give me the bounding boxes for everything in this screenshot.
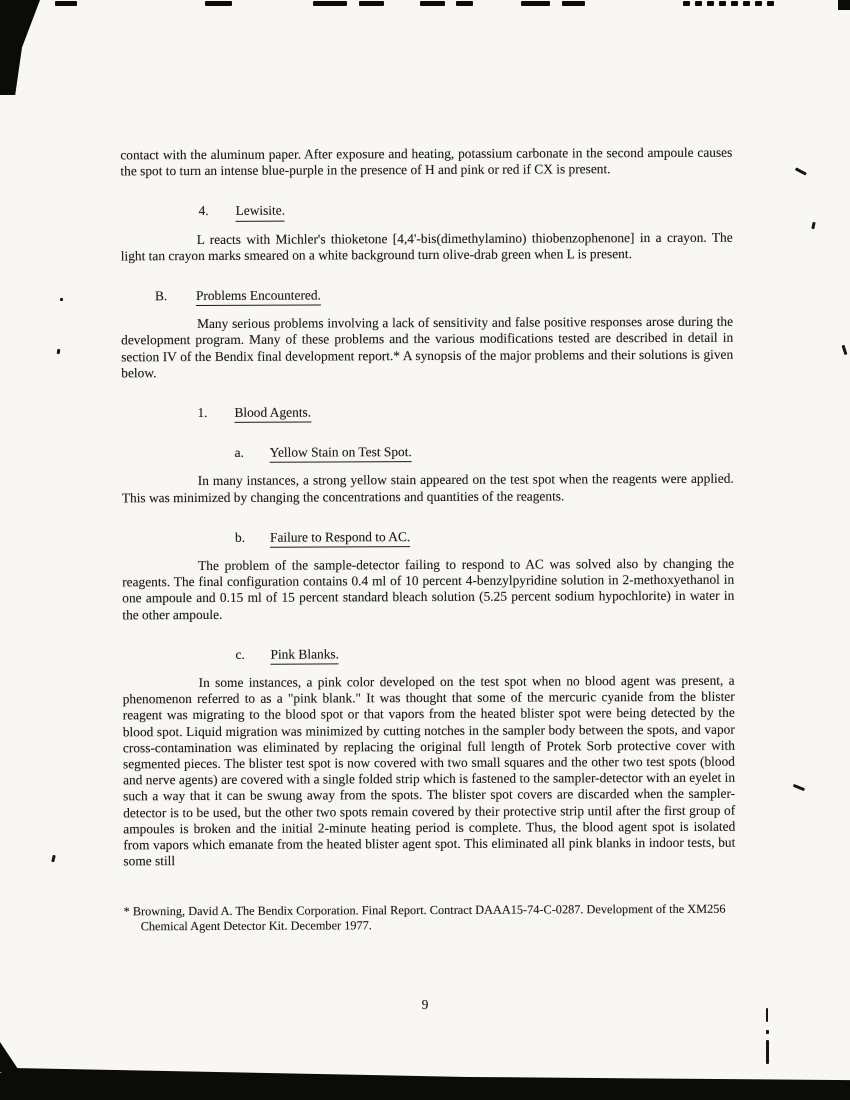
page-content <box>120 145 735 935</box>
heading-number: 4. <box>198 203 209 219</box>
scan-artifact-dot-dash <box>731 1 738 6</box>
paragraph-lewisite: L reacts with Michler's thioketone [4,4'-bis(dimethylamino) thiobenzophenone] in a crayon. The light tan crayon marks smeared on a white background turn olive-drab green when L is present. <box>120 229 733 264</box>
scan-artifact-dot-dash <box>719 1 726 6</box>
scan-artifact-dash <box>205 1 232 6</box>
heading-title: Problems Encountered. <box>196 287 321 306</box>
paragraph-pink-blanks: In some instances, a pink color developed on the test spot when no blood agent was present, a phenomenon referred to as a "pink blank." It was thought that some of the mercuric cyanide from the blister reagent was migrating to the blood spot or that vapors from the heated blister spot were being detected by the blood spot. Liquid migration was minimized by cutting notches in the sampler body between the spots, and vapor cross-contamination was eliminated by replacing the original full length of Protek Sorb protective cover with segmented pieces. The blister test spot is now covered with two small squares and the other two test spots (blood and nerve agents) are covered with a single folded strip which is fastened to the sampler-detector with an eyelet in such a way that it can be swung away from the spots. The blister spot covers are discarded when the sampler-detector is to be used, but the other two spots remain covered by their protective strip until after the first group of ampoules is broken and the initial 2-minute heating period is complete. Thus, the blood agent spot is isolated from vapors which emanate from the heated blister agent spot. This eliminated all pink blanks in indoor tests, but some still <box>122 672 736 869</box>
scan-artifact-speck <box>60 298 63 301</box>
heading-number: B. <box>154 288 168 304</box>
scan-artifact-dash <box>313 1 347 6</box>
heading-number: c. <box>235 646 245 662</box>
scan-artifact-top-right <box>838 0 850 10</box>
page-number: 9 <box>421 997 429 1012</box>
scan-artifact-dot-dash <box>695 1 702 6</box>
heading-number: 1. <box>197 404 208 421</box>
heading-title: Lewisite. <box>236 203 286 221</box>
heading-title: Pink Blanks. <box>270 646 339 665</box>
scan-artifact-speck <box>766 1030 769 1034</box>
paragraph-intro: contact with the aluminum paper. After exposure and heating, potassium carbonate in the second ampoule causes the spot to turn an intense blue-purple in the presence of H and pink or red if CX is present. <box>120 144 733 179</box>
heading-number: a. <box>234 445 244 461</box>
heading-pink-blanks <box>235 645 734 665</box>
heading-yellow-stain <box>235 443 734 463</box>
scan-artifact-speck <box>793 784 805 791</box>
heading-failure-to-respond <box>235 528 734 548</box>
scan-artifact-speck <box>57 349 60 354</box>
scan-artifact-speck <box>811 222 815 229</box>
scan-artifact-top-left <box>0 0 40 95</box>
scan-artifact-dot-dash <box>683 1 690 6</box>
footnote: * Browning, David A. The Bendix Corporation. Final Report. Contract DAAA15-74-C-0287. Development of the XM256 Chemical Agent Detector Kit. December 1977. <box>123 901 726 933</box>
heading-lewisite <box>199 201 733 222</box>
scan-artifact-dot-dash <box>755 1 762 6</box>
scan-artifact-dot-dash <box>743 1 750 6</box>
scan-artifact-speck <box>842 345 847 355</box>
scan-artifact-dash <box>420 1 445 6</box>
heading-title: Yellow Stain on Test Spot. <box>270 444 412 463</box>
scan-artifact-dash <box>521 1 550 6</box>
scan-artifact-bottom-bar <box>0 1068 850 1100</box>
paragraph-yellow-stain: In many instances, a strong yellow stain appeared on the test spot when the reagents were applied. This was minimized by changing the concentrations and quantities of the reagents. <box>121 471 734 505</box>
heading-problems-encountered <box>155 286 733 307</box>
paragraph-failure-ac: The problem of the sample-detector failing to respond to AC was solved also by changing the reagents. The final configuration contains 0.4 ml of 10 percent 4-benzylpyridine solution in 2-methoxyethanol in one ampoule and 0.15 ml of 15 percent standard bleach solution (5.25 percent sodium hypochlorite) in water in the other ampoule. <box>122 555 735 622</box>
scan-artifact-speck <box>795 167 807 175</box>
scan-artifact-dash <box>456 1 473 6</box>
scan-artifact-dash <box>359 1 384 6</box>
scan-artifact-dot-dash <box>767 1 774 6</box>
heading-title: Blood Agents. <box>234 405 311 424</box>
heading-blood-agents <box>197 403 733 424</box>
scan-artifact-speck <box>766 1040 769 1064</box>
scan-artifact-dash <box>562 1 585 6</box>
scan-artifact-dot-dash <box>707 1 714 6</box>
heading-number: b. <box>234 529 246 545</box>
scan-artifact-dash <box>55 1 77 6</box>
scan-artifact-speck <box>51 855 55 862</box>
scan-artifact-bottom-left <box>0 1042 20 1072</box>
paragraph-problems: Many serious problems involving a lack of sensitivity and false positive responses arose during the development program. Many of these problems and the various modifications tested are described in detail in section IV of the Bendix final development report.* A synopsis of the major problems and their solutions is given below. <box>121 313 734 381</box>
heading-title: Failure to Respond to AC. <box>270 529 410 548</box>
